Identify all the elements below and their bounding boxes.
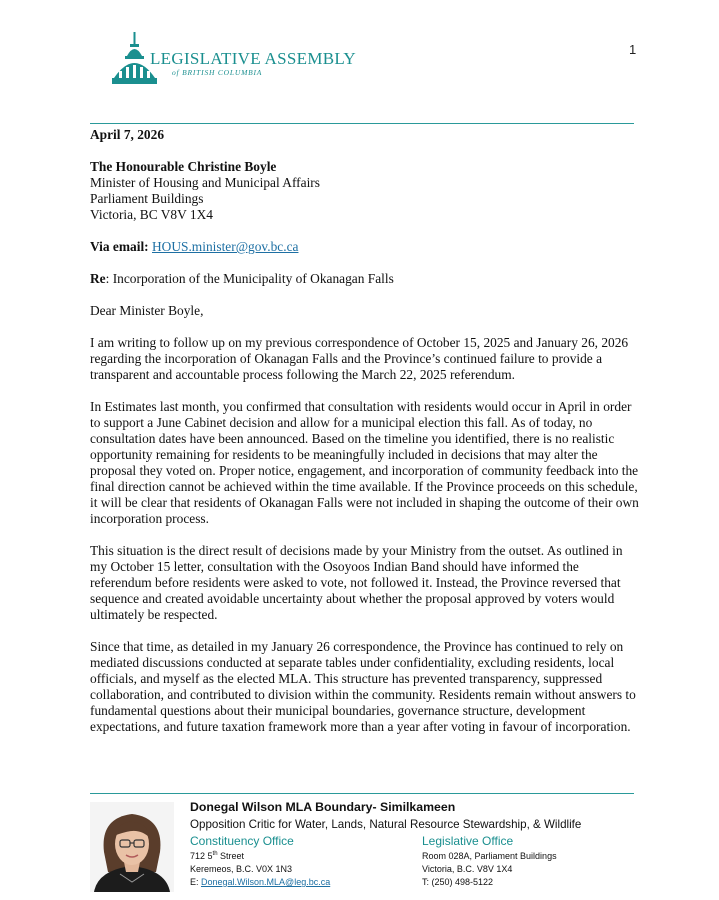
portrait-image bbox=[90, 802, 174, 892]
street-number: 712 5 bbox=[190, 851, 213, 861]
street-suffix: th bbox=[212, 851, 218, 857]
header-divider bbox=[90, 123, 634, 124]
recipient-address: Victoria, BC V8V 1X4 bbox=[90, 207, 213, 222]
paragraph-4: Since that time, as detailed in my January 26 correspondence, the Province has continued to rely on mediated discussions conducted at separate tables under confidentiality, excluding residents, local officials, and myself as the elected MLA. This structure has prevented transparency, suppressed collaboration, and contributed to division within the community. Residents remain without answers to fundamental questions about their municipal boundaries, governance structure, development expectations, and future taxation framework more than a year after voting in favour of incorporation. bbox=[90, 639, 636, 734]
constituency-email-line bbox=[190, 877, 330, 887]
recipient-building: Parliament Buildings bbox=[90, 191, 204, 206]
letter-body bbox=[90, 127, 640, 735]
street-name: Street bbox=[217, 851, 245, 861]
mla-role: Opposition Critic for Water, Lands, Natural Resource Stewardship, & Wildlife bbox=[190, 818, 582, 831]
via-email-line bbox=[90, 239, 640, 255]
logo-title: LEGISLATIVE ASSEMBLY bbox=[150, 49, 356, 68]
logo-subtitle: of BRITISH COLUMBIA bbox=[172, 68, 263, 77]
re-text: : Incorporation of the Municipality of Okanagan Falls bbox=[105, 271, 394, 286]
page-number: 1 bbox=[629, 42, 637, 57]
constituency-office-title: Constituency Office bbox=[190, 834, 294, 848]
via-email-label: Via email: bbox=[90, 239, 149, 254]
legislative-room: Room 028A, Parliament Buildings bbox=[422, 851, 557, 861]
re-label: Re bbox=[90, 271, 106, 286]
letter-date: April 7, 2026 bbox=[90, 127, 165, 142]
salutation: Dear Minister Boyle, bbox=[90, 303, 204, 318]
mla-portrait bbox=[90, 802, 174, 892]
constituency-email-link[interactable]: Donegal.Wilson.MLA@leg.bc.ca bbox=[201, 877, 331, 887]
recipient-name: The Honourable Christine Boyle bbox=[90, 159, 277, 174]
legislative-city: Victoria, B.C. V8V 1X4 bbox=[422, 864, 513, 874]
legislative-assembly-logo bbox=[110, 30, 410, 90]
mla-name: Donegal Wilson MLA Boundary- Similkameen bbox=[190, 800, 456, 814]
letterhead-footer bbox=[0, 797, 719, 900]
constituency-city: Keremeos, B.C. V0X 1N3 bbox=[190, 864, 293, 874]
paragraph-2: In Estimates last month, you confirmed that consultation with residents would occur in April in order to support a June Cabinet decision and allow for a municipal election this fall. As of today, no consultation dates have been announced. Based on the timeline you identified, there is no realistic opportunity remaining for residents to be meaningfully included in decisions that may alter the proposal they voted on. Proper notice, engagement, and incorporation of community feedback into the final direction cannot be achieved within the time available. If the Province proceeds on this schedule, it will be clear that residents of Okanagan Falls were not included in shaping the outcome of their own incorporation process. bbox=[90, 399, 639, 526]
footer-divider bbox=[90, 793, 634, 794]
constituency-street bbox=[190, 851, 244, 861]
re-line bbox=[90, 271, 640, 287]
paragraph-1: I am writing to follow up on my previous correspondence of October 15, 2025 and January 26, 2026 regarding the incorporation of Okanagan Falls and the Province’s continued failure to provide a transparent and accountable process following the March 22, 2025 referendum. bbox=[90, 335, 629, 382]
recipient-title: Minister of Housing and Municipal Affairs bbox=[90, 175, 320, 190]
legislative-phone: T: (250) 498-5122 bbox=[422, 877, 494, 887]
via-email-link[interactable]: HOUS.minister@gov.bc.ca bbox=[152, 239, 299, 254]
paragraph-3: This situation is the direct result of decisions made by your Ministry from the outset. As outlined in my October 15 letter, consultation with the Osoyoos Indian Band should have informed the referendum before residents were asked to vote, not followed it. Instead, the Province reversed that sequence and created avoidable uncertainty about whether the proposal approved by voters would ultimately be respected. bbox=[90, 543, 623, 622]
email-label: E: bbox=[190, 877, 202, 887]
legislative-office-title: Legislative Office bbox=[422, 834, 514, 848]
